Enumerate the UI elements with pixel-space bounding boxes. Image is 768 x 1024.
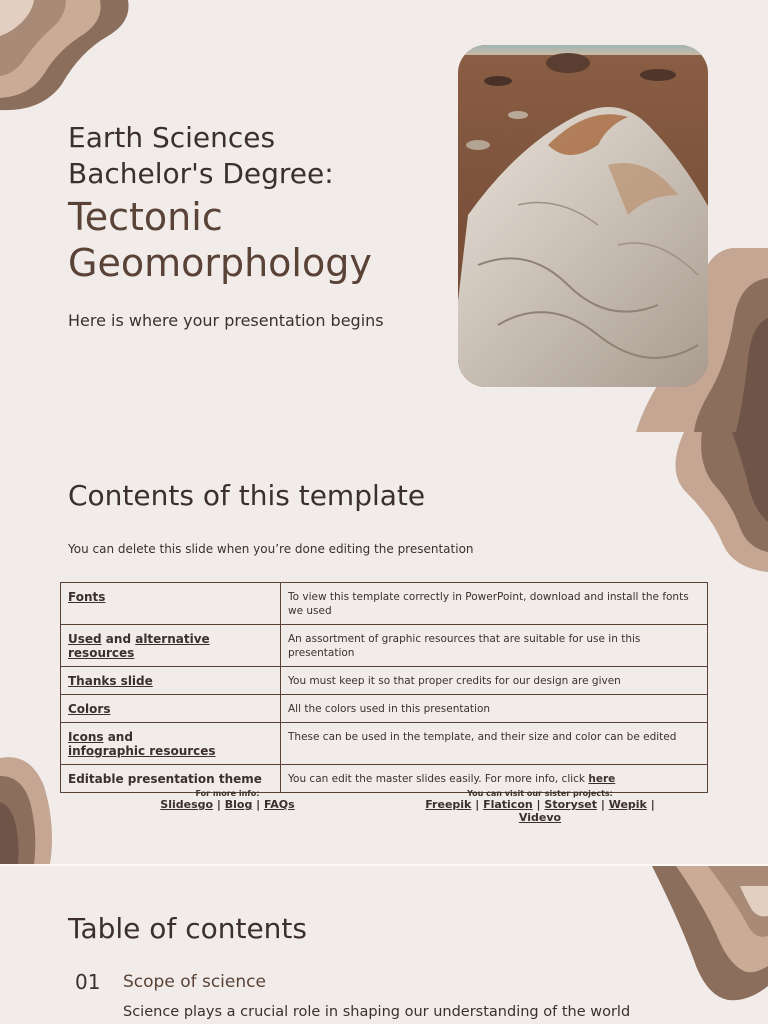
slide-subtitle: Here is where your presentation begins <box>68 311 384 330</box>
title-line-earth-sciences: Earth Sciences Bachelor's Degree: <box>68 121 334 190</box>
slide-table-of-contents <box>0 866 768 1024</box>
blog-link[interactable]: Blog <box>224 798 253 811</box>
table-row: Used and alternative resources An assortment of graphic resources that are suitable for use in this presentation <box>61 625 708 667</box>
icons-link[interactable]: Icons <box>68 730 104 744</box>
contents-subtitle: You can delete this slide when you’re done editing the presentation <box>68 542 474 556</box>
alternative-resources-link[interactable]: alternative resources <box>68 632 210 660</box>
rock-shape-decoration <box>652 866 768 1002</box>
thanks-slide-link[interactable]: Thanks slide <box>68 674 153 688</box>
wepik-link[interactable]: Wepik <box>608 798 647 811</box>
faqs-link[interactable]: FAQs <box>264 798 295 811</box>
title-tectonic-geomorphology: Tectonic Geomorphology <box>68 195 372 285</box>
storyset-link[interactable]: Storyset <box>544 798 598 811</box>
flaticon-link[interactable]: Flaticon <box>483 798 533 811</box>
editable-theme-label: Editable presentation theme <box>61 765 281 793</box>
credits-more-info: For more info: Slidesgo | Blog | FAQs <box>160 789 295 811</box>
table-row <box>61 667 708 695</box>
table-cell-description: These can be used in the template, and their size and color can be edited <box>281 723 708 765</box>
slide-title <box>0 0 768 432</box>
credits-sister-projects: You can visit our sister projects: Freepik | Flaticon | Storyset | Wepik | Videvo <box>425 789 655 824</box>
videvo-link[interactable]: Videvo <box>518 811 562 824</box>
table-row <box>61 695 708 723</box>
colors-link[interactable]: Colors <box>68 702 111 716</box>
toc-item-description: Science plays a crucial role in shaping our understanding of the world <box>123 1004 631 1020</box>
table-row <box>61 583 708 625</box>
rock-shape-decoration <box>0 0 130 115</box>
used-resources-link[interactable]: Used <box>68 632 102 646</box>
table-row: Icons and infographic resources These can be used in the template, and their size and color can be edited <box>61 723 708 765</box>
table-cell-description: To view this template correctly in PowerPoint, download and install the fonts we used <box>281 583 708 625</box>
contents-title: Contents of this template <box>68 479 426 512</box>
here-link[interactable]: here <box>588 773 616 785</box>
table-cell-description: An assortment of graphic resources that are suitable for use in this presentation <box>281 625 708 667</box>
table-cell-description: You must keep it so that proper credits for our design are given <box>281 667 708 695</box>
toc-title: Table of contents <box>68 912 307 945</box>
slidesgo-link[interactable]: Slidesgo <box>160 798 214 811</box>
infographic-resources-link[interactable]: infographic resources <box>68 744 216 758</box>
slide-contents <box>0 432 768 864</box>
toc-item-title: Scope of science <box>123 972 266 992</box>
rock-shape-decoration <box>0 756 56 864</box>
contents-table <box>60 582 708 793</box>
rock-landscape-photo <box>458 45 708 387</box>
table-cell-description: All the colors used in this presentation <box>281 695 708 723</box>
freepik-link[interactable]: Freepik <box>425 798 472 811</box>
rock-shape-decoration <box>672 432 768 572</box>
fonts-link[interactable]: Fonts <box>68 590 106 604</box>
table-cell-description: You can edit the master slides easily. For more info, click here <box>281 765 708 793</box>
toc-item-number: 01 <box>75 970 101 994</box>
